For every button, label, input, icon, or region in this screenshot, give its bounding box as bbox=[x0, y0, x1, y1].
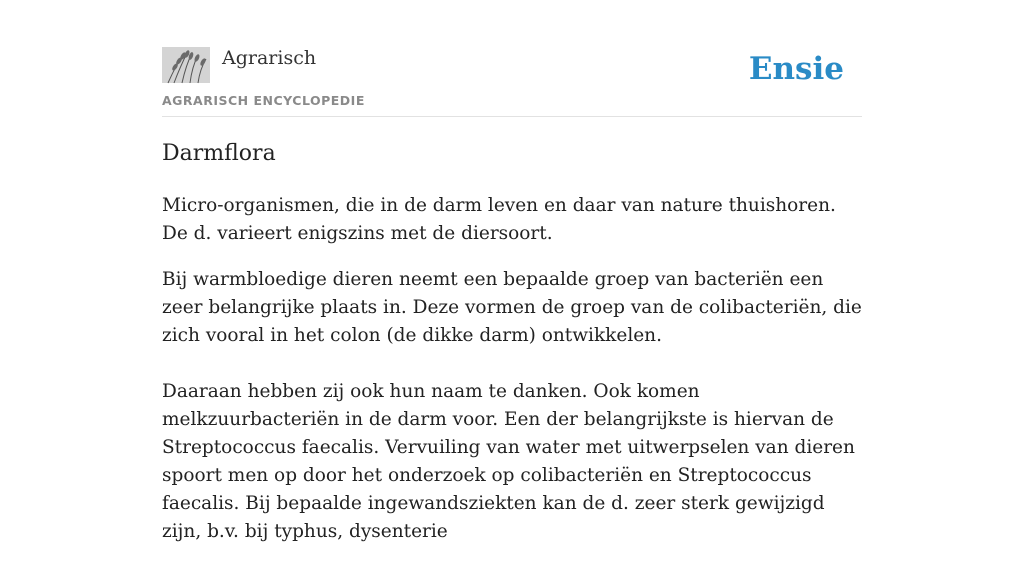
header bbox=[162, 40, 862, 117]
publication-avatar[interactable] bbox=[162, 47, 210, 83]
article-paragraph-1: Micro-organismen, die in de darm leven en daar van nature thuishoren. De d. varieert enigszins met de diersoort. bbox=[162, 195, 836, 244]
publication-name[interactable]: Agrarisch bbox=[222, 47, 317, 69]
paragraph-spacer bbox=[162, 350, 862, 378]
article-title: Darmflora bbox=[162, 141, 276, 166]
publication-caption: AGRARISCH ENCYCLOPEDIE bbox=[162, 93, 365, 108]
article-paragraph-3: Daaraan hebben zij ook hun naam te danken. Ook komen melkzuurbacteriën in de darm voor. Een der belangrijkste is hiervan de Streptococcus faecalis. Vervuiling van water met uitwerpselen van dieren spoort men op door het onderzoek op colibacteriën en Streptococcus faecalis. Bij bepaalde ingewandsziekten kan de d. zeer sterk gewijzigd zijn, b.v. bij typhus, dysenterie bbox=[162, 381, 855, 542]
ensie-logo[interactable]: Ensie bbox=[748, 51, 844, 87]
article bbox=[162, 138, 862, 564]
wheat-ears-icon bbox=[162, 47, 210, 83]
article-paragraph-2: Bij warmbloedige dieren neemt een bepaalde groep van bacteriën een zeer belangrijke plaats in. Deze vormen de groep van de colibacteriën, die zich vooral in het colon (de dikke darm) ontwikkelen. bbox=[162, 269, 862, 346]
